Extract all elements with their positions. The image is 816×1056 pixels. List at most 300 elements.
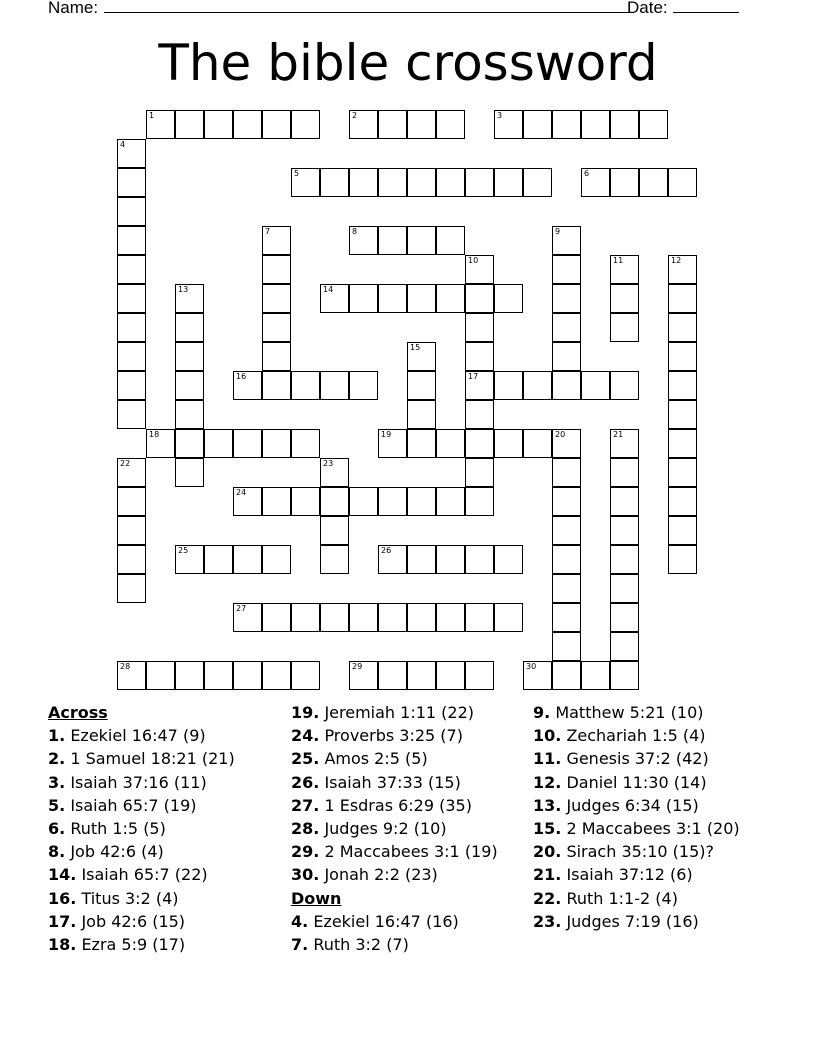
grid-cell[interactable] bbox=[407, 661, 436, 690]
grid-cell[interactable] bbox=[262, 255, 291, 284]
grid-cell[interactable] bbox=[175, 313, 204, 342]
grid-cell[interactable] bbox=[378, 284, 407, 313]
clue-item bbox=[291, 794, 498, 817]
clue-item bbox=[533, 817, 740, 840]
grid-cell[interactable] bbox=[262, 110, 291, 139]
grid-cell[interactable] bbox=[552, 458, 581, 487]
clue-number: 8 bbox=[352, 227, 358, 236]
across-heading: Across bbox=[48, 703, 108, 722]
grid-cell[interactable] bbox=[233, 545, 262, 574]
grid-cell[interactable] bbox=[233, 371, 262, 400]
grid-cell[interactable] bbox=[610, 313, 639, 342]
grid-cell[interactable] bbox=[117, 458, 146, 487]
clue-num: 12. bbox=[533, 772, 562, 792]
grid-cell[interactable] bbox=[262, 313, 291, 342]
grid-cell[interactable] bbox=[465, 342, 494, 371]
grid-cell[interactable] bbox=[407, 284, 436, 313]
clue-num: 9. bbox=[533, 703, 551, 722]
clue-text: Ruth 1:1-2 (4) bbox=[566, 888, 678, 908]
clue-num: 21. bbox=[533, 865, 562, 885]
grid-cell[interactable] bbox=[581, 371, 610, 400]
grid-cell[interactable] bbox=[320, 371, 349, 400]
grid-cell[interactable] bbox=[436, 429, 465, 458]
grid-cell[interactable] bbox=[349, 226, 378, 255]
grid-cell[interactable] bbox=[262, 487, 291, 516]
grid-cell[interactable] bbox=[117, 226, 146, 255]
name-blank-line[interactable] bbox=[104, 0, 634, 13]
clue-item bbox=[291, 910, 498, 933]
clue-num: 27. bbox=[291, 795, 320, 815]
grid-cell[interactable] bbox=[146, 110, 175, 139]
clue-column-2 bbox=[291, 701, 498, 956]
clue-text: 1 Esdras 6:29 (35) bbox=[324, 795, 472, 815]
grid-cell[interactable] bbox=[262, 429, 291, 458]
grid-cell[interactable] bbox=[668, 516, 697, 545]
clue-text: Ezekiel 16:47 (16) bbox=[313, 911, 459, 931]
clue-number: 15 bbox=[410, 343, 421, 352]
grid-cell[interactable] bbox=[552, 632, 581, 661]
clue-number: 16 bbox=[236, 372, 247, 381]
grid-cell[interactable] bbox=[117, 284, 146, 313]
page-title: The bible crossword bbox=[158, 34, 658, 92]
grid-cell[interactable] bbox=[378, 545, 407, 574]
grid-cell[interactable] bbox=[320, 516, 349, 545]
crossword-grid bbox=[117, 110, 707, 700]
grid-cell[interactable] bbox=[378, 226, 407, 255]
grid-cell[interactable] bbox=[117, 487, 146, 516]
grid-cell[interactable] bbox=[523, 371, 552, 400]
clue-num: 3. bbox=[48, 772, 66, 792]
grid-cell[interactable] bbox=[523, 110, 552, 139]
clue-text: Ruth 3:2 (7) bbox=[313, 935, 409, 955]
clue-item bbox=[291, 863, 498, 886]
grid-cell[interactable] bbox=[465, 168, 494, 197]
grid-cell[interactable] bbox=[610, 545, 639, 574]
clue-column-1 bbox=[48, 701, 235, 956]
grid-cell[interactable] bbox=[175, 545, 204, 574]
grid-cell[interactable] bbox=[610, 574, 639, 603]
grid-cell[interactable] bbox=[668, 400, 697, 429]
grid-cell[interactable] bbox=[291, 168, 320, 197]
grid-cell[interactable] bbox=[465, 313, 494, 342]
clue-text: Proverbs 3:25 (7) bbox=[324, 726, 463, 746]
grid-cell[interactable] bbox=[117, 168, 146, 197]
clue-item bbox=[48, 817, 235, 840]
grid-cell[interactable] bbox=[436, 226, 465, 255]
grid-cell[interactable] bbox=[552, 371, 581, 400]
clue-item bbox=[48, 840, 235, 863]
down-heading: Down bbox=[291, 888, 342, 908]
grid-cell[interactable] bbox=[436, 110, 465, 139]
date-blank-line[interactable] bbox=[673, 0, 739, 13]
clue-text: Zechariah 1:5 (4) bbox=[566, 726, 706, 746]
clue-text: Isaiah 37:16 (11) bbox=[70, 772, 207, 792]
grid-cell[interactable] bbox=[262, 603, 291, 632]
clue-item bbox=[291, 771, 498, 794]
grid-cell[interactable] bbox=[378, 487, 407, 516]
clue-number: 2 bbox=[352, 111, 358, 120]
grid-cell[interactable] bbox=[668, 284, 697, 313]
grid-cell[interactable] bbox=[262, 284, 291, 313]
grid-cell[interactable] bbox=[494, 284, 523, 313]
clue-number: 13 bbox=[178, 285, 189, 294]
grid-cell[interactable] bbox=[175, 371, 204, 400]
grid-cell[interactable] bbox=[552, 226, 581, 255]
grid-cell[interactable] bbox=[291, 371, 320, 400]
grid-cell[interactable] bbox=[233, 603, 262, 632]
clue-num: 17. bbox=[48, 911, 77, 931]
grid-cell[interactable] bbox=[494, 545, 523, 574]
grid-cell[interactable] bbox=[494, 110, 523, 139]
clue-num: 28. bbox=[291, 819, 320, 839]
grid-cell[interactable] bbox=[175, 400, 204, 429]
clue-item bbox=[48, 724, 235, 747]
grid-cell[interactable] bbox=[610, 110, 639, 139]
grid-cell[interactable] bbox=[494, 168, 523, 197]
clue-number: 29 bbox=[352, 662, 363, 671]
clue-num: 20. bbox=[533, 842, 562, 862]
grid-cell[interactable] bbox=[378, 110, 407, 139]
clue-text: Daniel 11:30 (14) bbox=[566, 772, 707, 792]
grid-cell[interactable] bbox=[407, 400, 436, 429]
name-label: Name: bbox=[48, 0, 99, 17]
grid-cell[interactable] bbox=[523, 168, 552, 197]
clue-number: 4 bbox=[120, 140, 126, 149]
clue-num: 8. bbox=[48, 842, 66, 862]
grid-cell[interactable] bbox=[465, 458, 494, 487]
grid-cell[interactable] bbox=[175, 429, 204, 458]
clue-num: 29. bbox=[291, 842, 320, 862]
grid-cell[interactable] bbox=[552, 516, 581, 545]
grid-cell[interactable] bbox=[465, 545, 494, 574]
grid-cell[interactable] bbox=[639, 168, 668, 197]
clue-number: 25 bbox=[178, 546, 189, 555]
clue-text: Isaiah 65:7 (22) bbox=[81, 865, 208, 885]
grid-cell[interactable] bbox=[436, 284, 465, 313]
clue-num: 14. bbox=[48, 865, 77, 885]
grid-cell[interactable] bbox=[610, 284, 639, 313]
clue-item bbox=[291, 933, 498, 956]
grid-cell[interactable] bbox=[465, 661, 494, 690]
grid-cell[interactable] bbox=[407, 371, 436, 400]
clue-item bbox=[291, 817, 498, 840]
grid-cell[interactable] bbox=[262, 226, 291, 255]
grid-cell[interactable] bbox=[668, 313, 697, 342]
clue-num: 16. bbox=[48, 888, 77, 908]
clue-num: 11. bbox=[533, 749, 562, 769]
grid-cell[interactable] bbox=[610, 371, 639, 400]
clue-text: Jeremiah 1:11 (22) bbox=[324, 703, 474, 722]
grid-cell[interactable] bbox=[233, 487, 262, 516]
grid-cell[interactable] bbox=[436, 168, 465, 197]
grid-cell[interactable] bbox=[465, 255, 494, 284]
clue-num: 23. bbox=[533, 911, 562, 931]
grid-cell[interactable] bbox=[146, 661, 175, 690]
clue-item bbox=[48, 887, 235, 910]
grid-cell[interactable] bbox=[175, 458, 204, 487]
grid-cell[interactable] bbox=[117, 342, 146, 371]
clue-num: 24. bbox=[291, 726, 320, 746]
grid-cell[interactable] bbox=[668, 371, 697, 400]
grid-cell[interactable] bbox=[552, 487, 581, 516]
clue-item bbox=[533, 771, 740, 794]
grid-cell[interactable] bbox=[204, 661, 233, 690]
clue-item bbox=[291, 747, 498, 770]
grid-cell[interactable] bbox=[262, 342, 291, 371]
grid-cell[interactable] bbox=[581, 661, 610, 690]
grid-cell[interactable] bbox=[320, 168, 349, 197]
date-label: Date: bbox=[627, 0, 668, 17]
grid-cell[interactable] bbox=[465, 284, 494, 313]
grid-cell[interactable] bbox=[610, 429, 639, 458]
date-field[interactable] bbox=[627, 0, 739, 18]
clue-text: Judges 9:2 (10) bbox=[324, 819, 447, 839]
grid-cell[interactable] bbox=[610, 603, 639, 632]
clue-num: 1. bbox=[48, 726, 66, 746]
clue-item bbox=[533, 887, 740, 910]
clue-text: Job 42:6 (4) bbox=[70, 842, 164, 862]
clue-num: 18. bbox=[48, 935, 77, 955]
grid-cell[interactable] bbox=[233, 110, 262, 139]
grid-cell[interactable] bbox=[407, 168, 436, 197]
clue-column-3 bbox=[533, 701, 740, 933]
grid-cell[interactable] bbox=[175, 284, 204, 313]
clue-number: 10 bbox=[468, 256, 479, 265]
grid-cell[interactable] bbox=[668, 487, 697, 516]
clue-num: 25. bbox=[291, 749, 320, 769]
clue-text: Titus 3:2 (4) bbox=[81, 888, 179, 908]
grid-cell[interactable] bbox=[436, 661, 465, 690]
grid-cell[interactable] bbox=[407, 110, 436, 139]
grid-cell[interactable] bbox=[320, 603, 349, 632]
clue-number: 24 bbox=[236, 488, 247, 497]
clue-num: 4. bbox=[291, 911, 309, 931]
grid-cell[interactable] bbox=[407, 342, 436, 371]
clue-number: 20 bbox=[555, 430, 566, 439]
grid-cell[interactable] bbox=[668, 545, 697, 574]
grid-cell[interactable] bbox=[291, 429, 320, 458]
clue-number: 12 bbox=[671, 256, 682, 265]
grid-cell[interactable] bbox=[552, 574, 581, 603]
clue-item bbox=[48, 771, 235, 794]
grid-cell[interactable] bbox=[117, 197, 146, 226]
grid-cell[interactable] bbox=[465, 400, 494, 429]
grid-cell[interactable] bbox=[465, 429, 494, 458]
grid-cell[interactable] bbox=[117, 661, 146, 690]
clue-text: Isaiah 37:12 (6) bbox=[566, 865, 693, 885]
grid-cell[interactable] bbox=[552, 342, 581, 371]
clue-text: Amos 2:5 (5) bbox=[324, 749, 428, 769]
grid-cell[interactable] bbox=[262, 545, 291, 574]
grid-cell[interactable] bbox=[378, 603, 407, 632]
grid-cell[interactable] bbox=[291, 661, 320, 690]
clue-number: 26 bbox=[381, 546, 392, 555]
clue-number: 1 bbox=[149, 111, 155, 120]
grid-cell[interactable] bbox=[610, 487, 639, 516]
grid-cell[interactable] bbox=[436, 487, 465, 516]
grid-cell[interactable] bbox=[204, 429, 233, 458]
clue-text: Judges 7:19 (16) bbox=[566, 911, 699, 931]
grid-cell[interactable] bbox=[494, 371, 523, 400]
grid-cell[interactable] bbox=[117, 313, 146, 342]
clue-num: 26. bbox=[291, 772, 320, 792]
grid-cell[interactable] bbox=[610, 458, 639, 487]
clue-number: 18 bbox=[149, 430, 160, 439]
clue-text: Ezekiel 16:47 (9) bbox=[70, 726, 206, 746]
grid-cell[interactable] bbox=[175, 110, 204, 139]
clue-num: 19. bbox=[291, 703, 320, 722]
grid-cell[interactable] bbox=[117, 574, 146, 603]
clue-number: 7 bbox=[265, 227, 271, 236]
clue-number: 27 bbox=[236, 604, 247, 613]
grid-cell[interactable] bbox=[407, 226, 436, 255]
grid-cell[interactable] bbox=[494, 429, 523, 458]
grid-cell[interactable] bbox=[175, 661, 204, 690]
grid-cell[interactable] bbox=[610, 255, 639, 284]
grid-cell[interactable] bbox=[378, 429, 407, 458]
grid-cell[interactable] bbox=[378, 661, 407, 690]
clue-num: 7. bbox=[291, 935, 309, 955]
grid-cell[interactable] bbox=[117, 139, 146, 168]
clue-text: Judges 6:34 (15) bbox=[566, 795, 699, 815]
grid-cell[interactable] bbox=[320, 284, 349, 313]
grid-cell[interactable] bbox=[610, 661, 639, 690]
grid-cell[interactable] bbox=[552, 313, 581, 342]
grid-cell[interactable] bbox=[262, 371, 291, 400]
clue-number: 11 bbox=[613, 256, 624, 265]
grid-cell[interactable] bbox=[610, 168, 639, 197]
clue-number: 6 bbox=[584, 169, 590, 178]
grid-cell[interactable] bbox=[552, 545, 581, 574]
grid-cell[interactable] bbox=[523, 661, 552, 690]
grid-cell[interactable] bbox=[552, 110, 581, 139]
clue-item bbox=[533, 840, 740, 863]
clue-number: 28 bbox=[120, 662, 131, 671]
grid-cell[interactable] bbox=[204, 110, 233, 139]
clue-item bbox=[48, 910, 235, 933]
clue-num: 13. bbox=[533, 795, 562, 815]
grid-cell[interactable] bbox=[552, 284, 581, 313]
grid-cell[interactable] bbox=[349, 284, 378, 313]
clue-item bbox=[48, 794, 235, 817]
grid-cell[interactable] bbox=[291, 487, 320, 516]
clue-number: 19 bbox=[381, 430, 392, 439]
grid-cell[interactable] bbox=[436, 603, 465, 632]
clue-number: 23 bbox=[323, 459, 334, 468]
clue-item bbox=[533, 910, 740, 933]
grid-cell[interactable] bbox=[465, 603, 494, 632]
clue-item bbox=[533, 701, 740, 724]
grid-cell[interactable] bbox=[204, 545, 233, 574]
grid-cell[interactable] bbox=[117, 516, 146, 545]
grid-cell[interactable] bbox=[320, 545, 349, 574]
clue-text: Ezra 5:9 (17) bbox=[81, 935, 186, 955]
clue-num: 10. bbox=[533, 726, 562, 746]
grid-cell[interactable] bbox=[233, 661, 262, 690]
grid-cell[interactable] bbox=[320, 487, 349, 516]
grid-cell[interactable] bbox=[117, 255, 146, 284]
grid-cell[interactable] bbox=[407, 545, 436, 574]
grid-cell[interactable] bbox=[552, 603, 581, 632]
grid-cell[interactable] bbox=[349, 371, 378, 400]
clue-number: 5 bbox=[294, 169, 300, 178]
grid-cell[interactable] bbox=[523, 429, 552, 458]
grid-cell[interactable] bbox=[291, 110, 320, 139]
name-field[interactable] bbox=[48, 0, 634, 18]
clue-item bbox=[533, 794, 740, 817]
grid-cell[interactable] bbox=[117, 545, 146, 574]
grid-cell[interactable] bbox=[581, 168, 610, 197]
grid-cell[interactable] bbox=[581, 110, 610, 139]
clue-item bbox=[291, 701, 498, 724]
grid-cell[interactable] bbox=[639, 110, 668, 139]
clue-number: 9 bbox=[555, 227, 561, 236]
grid-cell[interactable] bbox=[436, 545, 465, 574]
grid-cell[interactable] bbox=[349, 110, 378, 139]
clue-item bbox=[48, 747, 235, 770]
clue-num: 5. bbox=[48, 795, 66, 815]
clue-item bbox=[48, 863, 235, 886]
clue-text: 2 Maccabees 3:1 (19) bbox=[324, 842, 498, 862]
grid-cell[interactable] bbox=[175, 342, 204, 371]
grid-cell[interactable] bbox=[117, 371, 146, 400]
grid-cell[interactable] bbox=[668, 168, 697, 197]
grid-cell[interactable] bbox=[349, 603, 378, 632]
clue-item bbox=[533, 724, 740, 747]
clue-item bbox=[291, 724, 498, 747]
grid-cell[interactable] bbox=[349, 661, 378, 690]
clue-text: Sirach 35:10 (15)? bbox=[566, 842, 714, 862]
clue-text: Genesis 37:2 (42) bbox=[566, 749, 709, 769]
grid-cell[interactable] bbox=[262, 661, 291, 690]
grid-cell[interactable] bbox=[407, 429, 436, 458]
clue-item bbox=[533, 747, 740, 770]
grid-cell[interactable] bbox=[465, 371, 494, 400]
grid-cell[interactable] bbox=[146, 429, 175, 458]
clue-item bbox=[291, 840, 498, 863]
grid-cell[interactable] bbox=[552, 429, 581, 458]
clue-num: 22. bbox=[533, 888, 562, 908]
grid-cell[interactable] bbox=[407, 603, 436, 632]
grid-cell[interactable] bbox=[349, 487, 378, 516]
grid-cell[interactable] bbox=[668, 342, 697, 371]
grid-cell[interactable] bbox=[349, 168, 378, 197]
grid-cell[interactable] bbox=[233, 429, 262, 458]
grid-cell[interactable] bbox=[610, 632, 639, 661]
clue-text: Isaiah 65:7 (19) bbox=[70, 795, 197, 815]
grid-cell[interactable] bbox=[291, 603, 320, 632]
grid-cell[interactable] bbox=[610, 516, 639, 545]
grid-cell[interactable] bbox=[465, 487, 494, 516]
grid-cell[interactable] bbox=[407, 487, 436, 516]
clue-item bbox=[533, 863, 740, 886]
clue-num: 2. bbox=[48, 749, 66, 769]
clue-num: 15. bbox=[533, 819, 562, 839]
grid-cell[interactable] bbox=[378, 168, 407, 197]
clue-text: 2 Maccabees 3:1 (20) bbox=[566, 819, 740, 839]
grid-cell[interactable] bbox=[668, 429, 697, 458]
grid-cell[interactable] bbox=[668, 458, 697, 487]
clue-num: 30. bbox=[291, 865, 320, 885]
clue-number: 21 bbox=[613, 430, 624, 439]
grid-cell[interactable] bbox=[552, 255, 581, 284]
grid-cell[interactable] bbox=[494, 603, 523, 632]
grid-cell[interactable] bbox=[117, 400, 146, 429]
clue-number: 22 bbox=[120, 459, 131, 468]
grid-cell[interactable] bbox=[552, 661, 581, 690]
grid-cell[interactable] bbox=[320, 458, 349, 487]
grid-cell[interactable] bbox=[668, 255, 697, 284]
